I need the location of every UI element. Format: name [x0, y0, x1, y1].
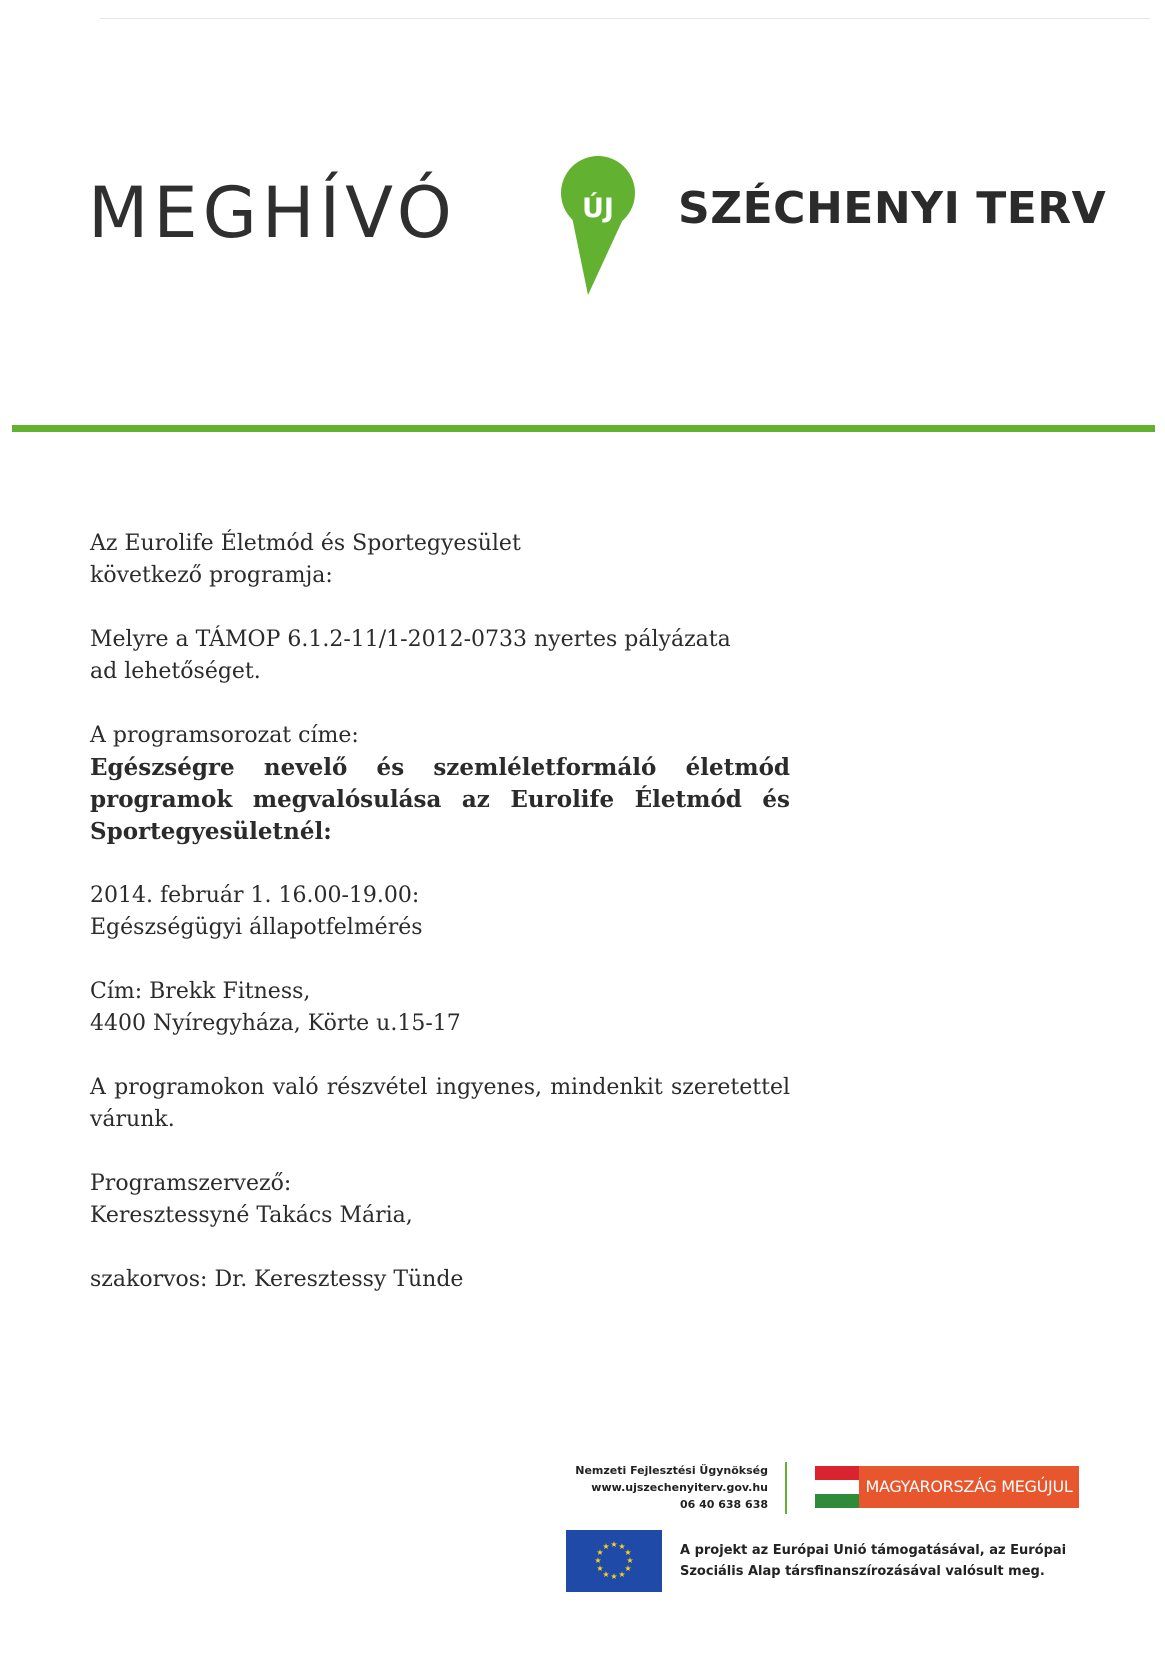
footer-divider: [785, 1462, 787, 1514]
svg-text:★: ★: [610, 1572, 618, 1581]
svg-text:★: ★: [602, 1570, 610, 1579]
eu-funding-line: Szociális Alap társfinanszírozásával valósult meg.: [680, 1564, 1045, 1579]
logo-text: SZÉCHENYI TERV: [678, 183, 1107, 234]
specialist: szakorvos: Dr. Keresztessy Tünde: [90, 1267, 464, 1292]
top-rule: [100, 18, 1150, 19]
intro-line: Az Eurolife Életmód és Sportegyesület: [90, 531, 521, 556]
logo-badge-text: ÚJ: [582, 193, 614, 224]
organizer-label: Programszervező:: [90, 1171, 292, 1196]
tamop-line: ad lehetőséget.: [90, 659, 261, 684]
participation-note: A programokon való részvétel ingyenes, mindenkit szeretettel várunk.: [90, 1075, 790, 1132]
svg-text:★: ★: [624, 1564, 632, 1573]
svg-text:★: ★: [618, 1542, 626, 1551]
svg-text:★: ★: [624, 1548, 632, 1557]
location-pin-icon: [560, 155, 640, 305]
page-title: MEGHÍVÓ: [88, 172, 457, 254]
agency-phone: 06 40 638 638: [679, 1498, 768, 1511]
eu-funding-line: A projekt az Európai Unió támogatásával, az Európai: [680, 1543, 1067, 1558]
eu-stars-icon: [566, 1530, 662, 1592]
svg-text:★: ★: [594, 1556, 602, 1565]
program-title-label: A programsorozat címe:: [90, 723, 359, 748]
svg-text:★: ★: [596, 1564, 604, 1573]
svg-text:★: ★: [602, 1542, 610, 1551]
szechenyi-terv-logo: [560, 155, 1107, 305]
green-divider: [12, 425, 1155, 432]
event-date: 2014. február 1. 16.00-19.00:: [90, 883, 420, 908]
magyarorszag-megujul-badge: MAGYARORSZÁG MEGÚJUL: [859, 1466, 1079, 1508]
svg-text:★: ★: [626, 1556, 634, 1565]
event-name: Egészségügyi állapotfelmérés: [90, 915, 423, 940]
address-line: 4400 Nyíregyháza, Körte u.15-17: [90, 1011, 461, 1036]
svg-text:★: ★: [610, 1540, 618, 1549]
organizer-name: Keresztessyné Takács Mária,: [90, 1203, 413, 1228]
tamop-line: Melyre a TÁMOP 6.1.2-11/1-2012-0733 nyertes pályázata: [90, 627, 731, 652]
agency-info: [540, 1462, 768, 1513]
svg-text:★: ★: [618, 1570, 626, 1579]
eu-flag-icon: [566, 1530, 662, 1592]
eu-funding-note: [680, 1540, 1100, 1582]
hungarian-flag-icon: [815, 1466, 859, 1508]
address-line: Cím: Brekk Fitness,: [90, 979, 311, 1004]
svg-text:★: ★: [596, 1548, 604, 1557]
program-title: Egészségre nevelő és szemléletformáló életmód programok megvalósulása az Eurolife Életmód és Sportegyesületnél:: [90, 754, 790, 845]
agency-name: Nemzeti Fejlesztési Ügynökség: [575, 1464, 768, 1477]
invitation-body: [90, 528, 790, 1296]
intro-line: következő programja:: [90, 563, 333, 588]
agency-url: www.ujszechenyiterv.gov.hu: [591, 1481, 768, 1494]
